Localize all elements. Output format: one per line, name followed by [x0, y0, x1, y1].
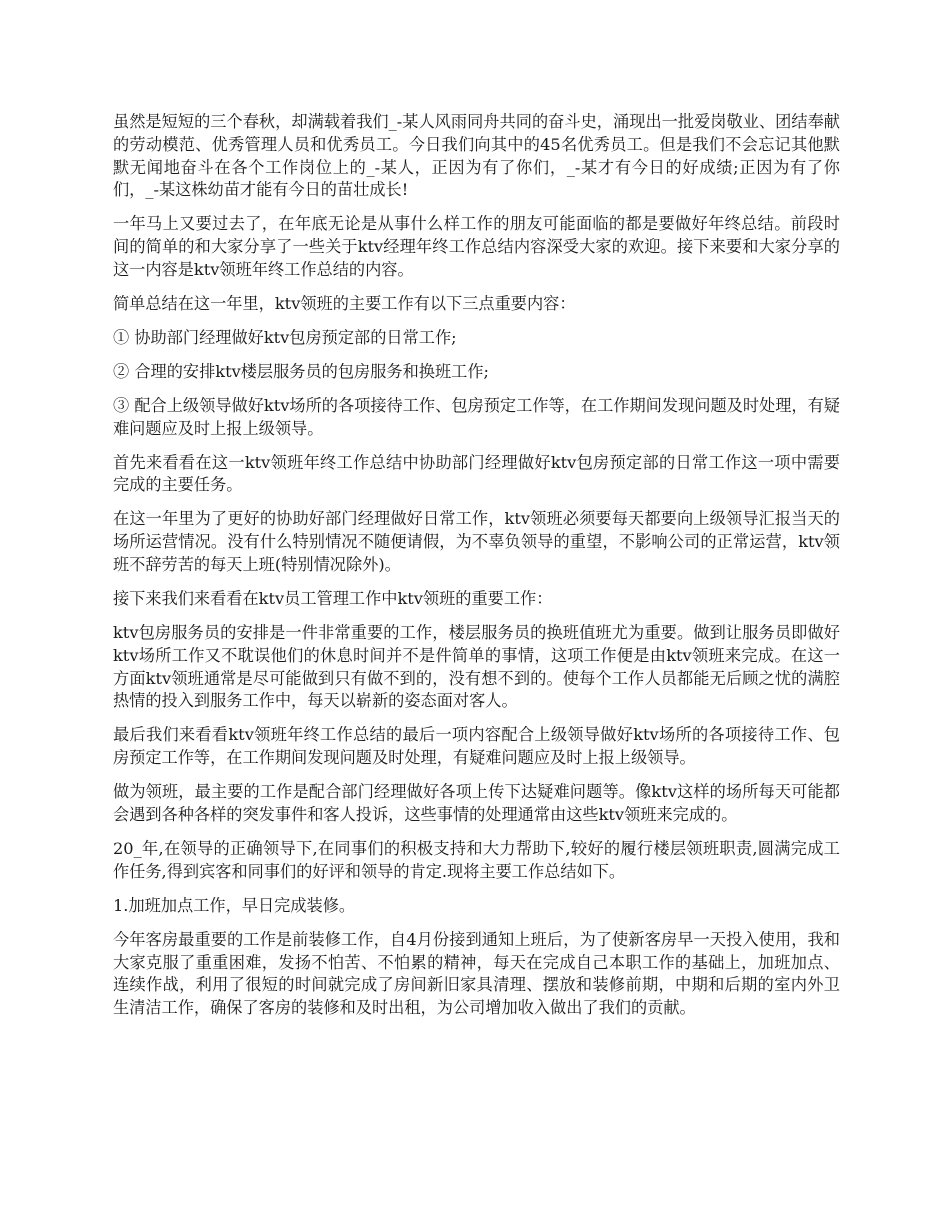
- list-item-duty-1: ① 协助部门经理做好ktv包房预定部的日常工作;: [113, 327, 457, 347]
- paragraph-annual-summary: 20_年,在领导的正确领导下,在同事们的积极支持和大力帮助下,较好的履行楼层领班职责,圆满完成工作任务,得到宾客和同事们的好评和领导的肯定.现将主要工作总结如下。: [113, 838, 840, 881]
- paragraph-daily-report: 在这一年里为了更好的协助好部门经理做好日常工作，ktv领班必须要每天都要向上级领导汇报当天的场所运营情况。没有什么特别情况不随便请假，为不辜负领导的重望，不影响公司的正常运营，ktv领班不辞劳苦的每天上班(特别情况除外)。: [113, 509, 840, 575]
- paragraph-staff-mgmt-lead: 接下来我们来看看在ktv员工管理工作中ktv领班的重要工作：: [113, 589, 553, 609]
- paragraph-role: 做为领班，最主要的工作是配合部门经理做好各项上传下达疑难问题等。像ktv这样的场所每天可能都会遇到各种各样的突发事件和客人投诉，这些事情的处理通常由这些ktv领班来完成的。: [113, 782, 840, 824]
- list-item-duty-3: ③ 配合上级领导做好ktv场所的各项接待工作、包房预定工作等，在工作期间发现问题及时处理，有疑难问题应及时上报上级领导。: [113, 395, 840, 438]
- paragraph-summary-lead: 简单总结在这一年里，ktv领班的主要工作有以下三点重要内容：: [113, 293, 576, 313]
- paragraph-renovation: 今年客房最重要的工作是前装修工作，自4月份接到通知上班后，为了使新客房早一天投入使用，我和大家克服了重重困难，发扬不怕苦、不怕累的精神，每天在完成自己本职工作的基础上，加班加点、连续作战，利用了很短的时间就完成了房间新旧家具清理、摆放和装修前期，中期和后期的室内外卫生清洁工作，确保了客房的装修和及时出租，为公司增加收入做出了我们的贡献。: [113, 929, 840, 1018]
- list-item-duty-2: ② 合理的安排ktv楼层服务员的包房服务和换班工作;: [113, 361, 489, 381]
- paragraph-last-task: 最后我们来看看ktv领班年终工作总结的最后一项内容配合上级领导做好ktv场所的各项接待工作、包房预定工作等，在工作期间发现问题及时处理，有疑难问题应及时上报上级领导。: [113, 725, 840, 768]
- section-heading-overtime: 1.加班加点工作，早日完成装修。: [113, 895, 356, 915]
- paragraph-staff-scheduling: ktv包房服务员的安排是一件非常重要的工作，楼层服务员的换班值班尤为重要。做到让服务员即做好ktv场所工作又不耽误他们的休息时间并不是件简单的事情，这项工作便是由ktv领班来完成。在这一方面ktv领班通常是尽可能做到只有做不到的，没有想不到的。使每个工作人员都能无后顾之忧的满腔热情的投入到服务工作中，每天以崭新的姿态面对客人。: [113, 623, 840, 711]
- paragraph-intro: 虽然是短短的三个春秋，却满载着我们_-某人风雨同舟共同的奋斗史，涌现出一批爱岗敬业、团结奉献的劳动模范、优秀管理人员和优秀员工。今日我们向其中的45名优秀员工。但是我们不会忘记其他默默无闻地奋斗在各个工作岗位上的_-某人，正因为有了你们，_-某才有今日的好成绩;正因为有了你们，_-某这株幼苗才能有今日的苗壮成长!: [113, 112, 840, 200]
- paragraph-first-task: 首先来看看在这一ktv领班年终工作总结中协助部门经理做好ktv包房预定部的日常工作这一项中需要完成的主要任务。: [113, 452, 840, 495]
- paragraph-year-end: 一年马上又要过去了，在年底无论是从事什么样工作的朋友可能面临的都是要做好年终总结。前段时间的简单的和大家分享了一些关于ktv经理年终工作总结内容深受大家的欢迎。接下来要和大家分享的这一内容是ktv领班年终工作总结的内容。: [113, 214, 840, 279]
- document-body: [113, 111, 840, 1031]
